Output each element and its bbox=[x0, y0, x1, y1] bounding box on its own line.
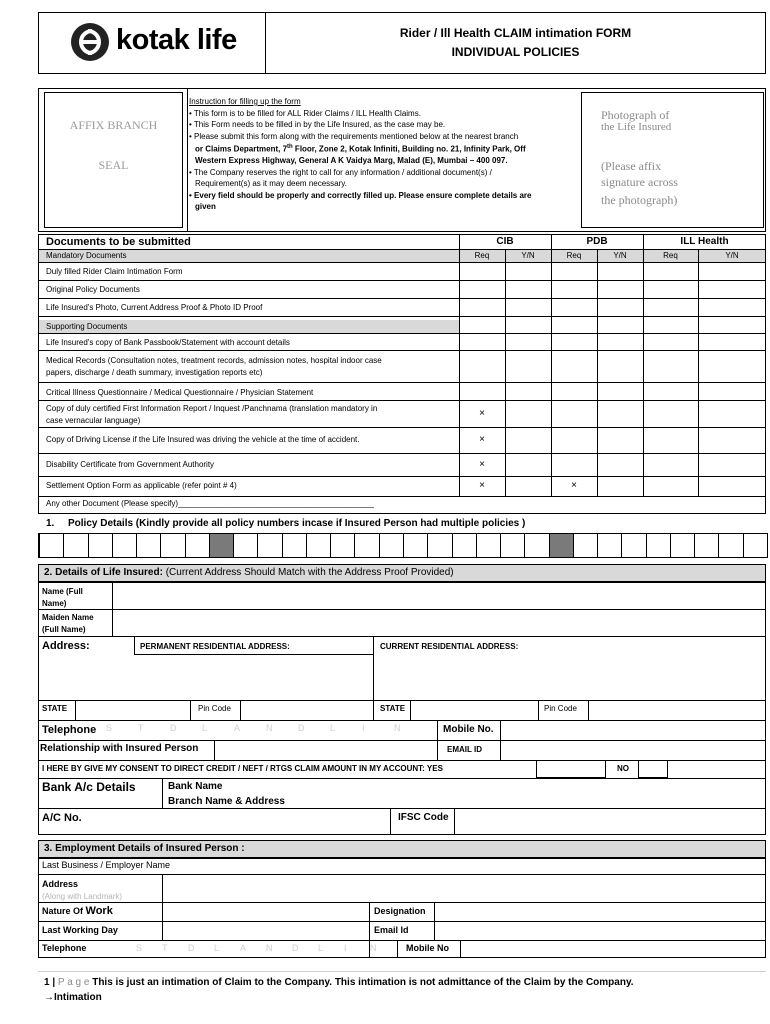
cell-line bbox=[538, 700, 539, 720]
form-title: Rider / Ill Health CLAIM intimation FORM bbox=[399, 26, 632, 40]
state-field-1[interactable] bbox=[76, 701, 190, 719]
employer-mobile-field[interactable] bbox=[461, 941, 765, 957]
telephone-hint-letter: S bbox=[136, 943, 143, 953]
employer-telephone-label: Telephone bbox=[42, 943, 87, 953]
doc-row-6: Critical Illness Questionnaire / Medical Questionnaire / Physician Statement bbox=[46, 388, 314, 397]
photo-line5: the photograph) bbox=[601, 193, 678, 207]
seal-line2: SEAL bbox=[98, 158, 129, 172]
employer-mobile-label: Mobile No bbox=[406, 943, 449, 953]
instruction-4b: Requirement(s) as it may deem necessary. bbox=[195, 179, 347, 189]
mark-settlement-cib: × bbox=[479, 480, 485, 491]
current-address-field[interactable] bbox=[374, 655, 765, 699]
row-line bbox=[38, 333, 766, 334]
doc-row-8: Copy of Driving License if the Life Insured was driving the vehicle at the time of accident. bbox=[46, 435, 360, 444]
branch-label: Branch Name & Address bbox=[168, 796, 285, 807]
footer-line: 1 | P a g e This is just an intimation of Claim to the Company. This intimation is not admittance of the Claim by the Company. bbox=[44, 977, 634, 988]
policy-digit-cell[interactable] bbox=[306, 533, 331, 558]
policy-digit-cell[interactable] bbox=[136, 533, 161, 558]
row-line bbox=[38, 280, 766, 281]
doc-row-7a: Copy of duly certified First Information Report / Inquest /Panchnama (translation mandatory in bbox=[46, 404, 378, 413]
telephone-label: Telephone bbox=[42, 724, 97, 736]
doc-row-1: Duly filled Rider Claim Intimation Form bbox=[46, 267, 183, 276]
section3-title: 3. Employment Details of Insured Person : bbox=[44, 843, 245, 854]
pin-field-2[interactable] bbox=[589, 701, 765, 719]
relationship-label: Relationship with Insured Person bbox=[40, 743, 199, 754]
consent-text: I HERE BY GIVE MY CONSENT TO DIRECT CREDIT / NEFT / RTGS CLAIM AMOUNT IN MY ACCOUNT: YES bbox=[42, 764, 443, 773]
telephone-hint-letter: D bbox=[170, 723, 177, 733]
telephone-hint-letter: L bbox=[214, 943, 220, 953]
policy-digit-cell[interactable] bbox=[257, 533, 282, 558]
col-line bbox=[597, 249, 598, 496]
policy-digit-cell[interactable] bbox=[549, 533, 574, 558]
form-subtitle: INDIVIDUAL POLICIES bbox=[451, 45, 580, 59]
cell-line bbox=[397, 940, 398, 958]
policy-digit-cell[interactable] bbox=[39, 533, 64, 558]
employer-address-label: Address bbox=[42, 879, 79, 889]
designation-field[interactable] bbox=[435, 903, 765, 920]
policy-digit-cell[interactable] bbox=[524, 533, 549, 558]
col-cib: CIB bbox=[496, 236, 514, 247]
row-line bbox=[38, 496, 766, 497]
doc-row-7b: case vernacular language) bbox=[46, 416, 141, 425]
consent-no-checkbox[interactable] bbox=[638, 760, 668, 778]
instruction-3b: or Claims Department, 7th Floor, Zone 2, Kotak Infiniti, Building no. 21, Infinity Park, Off bbox=[195, 144, 526, 154]
photo-line3: (Please affix bbox=[601, 159, 662, 173]
col-ill: ILL Health bbox=[680, 236, 729, 247]
telephone-hint-letter: T bbox=[162, 943, 168, 953]
bank-label: Bank A/c Details bbox=[42, 780, 136, 794]
state-field-2[interactable] bbox=[411, 701, 538, 719]
footer-arrow-line: →Intimation bbox=[44, 992, 102, 1003]
doc-row-2: Original Policy Documents bbox=[46, 285, 140, 294]
address-label: Address: bbox=[42, 640, 90, 652]
yn-cib: Y/N bbox=[521, 251, 535, 260]
req-ill: Req bbox=[663, 251, 678, 260]
policy-digit-cell[interactable] bbox=[379, 533, 404, 558]
policy-digit-cell[interactable] bbox=[354, 533, 379, 558]
permanent-label: PERMANENT RESIDENTIAL ADDRESS: bbox=[140, 642, 290, 651]
policy-digit-cell[interactable] bbox=[63, 533, 88, 558]
row-line bbox=[38, 636, 766, 637]
telephone-hint-letter: L bbox=[330, 723, 336, 733]
doc-row-10: Settlement Option Form as applicable (refer point # 4) bbox=[46, 481, 237, 490]
row-line bbox=[38, 453, 766, 454]
row-line bbox=[38, 427, 766, 428]
row-line bbox=[38, 249, 766, 250]
instructions-divider bbox=[187, 88, 188, 232]
policy-digit-cell[interactable] bbox=[403, 533, 428, 558]
policy-digit-cell[interactable] bbox=[233, 533, 258, 558]
mandatory-label: Mandatory Documents bbox=[46, 251, 127, 260]
row-line bbox=[38, 400, 766, 401]
row-line bbox=[38, 350, 766, 351]
section1-title: Policy Details (Kindly provide all policy numbers incase if Insured Person had multiple policies ) bbox=[68, 518, 526, 529]
last-working-field[interactable] bbox=[163, 922, 368, 939]
mobile-label: Mobile No. bbox=[443, 724, 494, 735]
page-number: 1 bbox=[44, 977, 50, 988]
email-field[interactable] bbox=[501, 741, 765, 759]
row-line bbox=[38, 476, 766, 477]
employer-address-field[interactable] bbox=[163, 875, 765, 901]
yn-pdb: Y/N bbox=[613, 251, 627, 260]
cell-line bbox=[162, 778, 163, 808]
row-line bbox=[38, 298, 766, 299]
nature-of-work-field[interactable] bbox=[163, 903, 368, 920]
employer-telephone-field[interactable] bbox=[130, 941, 397, 957]
mark-settlement-pdb: × bbox=[571, 480, 577, 491]
telephone-hint-letter: N bbox=[266, 943, 273, 953]
row-line bbox=[38, 262, 766, 263]
telephone-hint-letter: D bbox=[292, 943, 299, 953]
doc-row-11: Any other Document (Please specify)____________________________________________ bbox=[46, 499, 374, 508]
instruction-3c: Western Express Highway, General A K Vaidya Marg, Malad (E), Mumbai – 400 097. bbox=[195, 156, 508, 166]
consent-yes-checkbox[interactable] bbox=[536, 760, 606, 778]
nature-of-work-label: Nature Of Work bbox=[42, 905, 113, 917]
maiden-field[interactable] bbox=[113, 610, 765, 636]
footer-note: This is just an intimation of Claim to the Company. This intimation is not admittance of the Claim by the Company. bbox=[92, 977, 634, 988]
ifsc-label: IFSC Code bbox=[398, 812, 449, 823]
employer-address-hint: (Along with Landmark) bbox=[42, 892, 123, 901]
telephone-hint-letter: A bbox=[234, 723, 241, 733]
telephone-field[interactable] bbox=[100, 721, 437, 739]
last-business-field[interactable] bbox=[190, 859, 765, 874]
maiden-label: Maiden Name (Full Name) bbox=[42, 613, 94, 634]
bank-name-field[interactable] bbox=[300, 779, 765, 807]
doc-row-5a: Medical Records (Consultation notes, treatment records, admission notes, hospital indoor case bbox=[46, 356, 382, 365]
cell-line bbox=[390, 808, 391, 835]
policy-digit-cell[interactable] bbox=[452, 533, 477, 558]
instructions-heading: Instruction for filling up the form bbox=[189, 97, 301, 106]
policy-digit-cell[interactable] bbox=[88, 533, 113, 558]
row-line bbox=[38, 316, 766, 317]
state-label-1: STATE bbox=[42, 704, 68, 713]
designation-label: Designation bbox=[374, 906, 426, 916]
instruction-5: • Every field should be properly and correctly filled up. Please ensure complete details are bbox=[189, 190, 532, 200]
col-line bbox=[505, 249, 506, 496]
telephone-hint-letter: N bbox=[370, 943, 377, 953]
section2-title: 2. Details of Life Insured: (Current Address Should Match with the Address Proof Provided) bbox=[44, 567, 454, 578]
policy-digit-cell[interactable] bbox=[573, 533, 598, 558]
kotak-logo bbox=[70, 22, 260, 64]
documents-heading: Documents to be submitted bbox=[46, 236, 191, 248]
row-line bbox=[38, 382, 766, 383]
footer-rule bbox=[38, 971, 766, 972]
name-field[interactable] bbox=[113, 583, 765, 609]
doc-row-4: Life Insured's copy of Bank Passbook/Statement with account details bbox=[46, 338, 290, 347]
telephone-hint-letter: I bbox=[344, 943, 347, 953]
section1-number: 1. bbox=[46, 518, 55, 529]
last-working-label: Last Working Day bbox=[42, 925, 118, 935]
policy-digit-cell[interactable] bbox=[500, 533, 525, 558]
mobile-field[interactable] bbox=[501, 721, 765, 739]
col-pdb: PDB bbox=[586, 236, 608, 247]
instruction-2: • This Form needs to be filled in by the Life Insured, as the case may be. bbox=[189, 120, 446, 129]
policy-digit-cell[interactable] bbox=[597, 533, 622, 558]
instruction-3: • Please submit this form along with the requirements mentioned below at the nearest branch bbox=[189, 131, 519, 141]
telephone-hint-letter: A bbox=[240, 943, 247, 953]
current-label: CURRENT RESIDENTIAL ADDRESS: bbox=[380, 642, 519, 651]
policy-digit-cell[interactable] bbox=[743, 533, 768, 558]
yn-ill: Y/N bbox=[725, 251, 739, 260]
instruction-5b: given bbox=[195, 202, 216, 212]
instruction-1: • This form is to be filled for ALL Rider Claims / ILL Health Claims. bbox=[189, 108, 421, 118]
col-line bbox=[459, 234, 460, 496]
telephone-hint-letter: T bbox=[138, 723, 144, 733]
policy-digit-cell[interactable] bbox=[670, 533, 695, 558]
telephone-hint-letter: N bbox=[266, 723, 273, 733]
instruction-4: • The Company reserves the right to call for any information / additional document(s) / bbox=[189, 167, 492, 177]
pin-field-1[interactable] bbox=[241, 701, 372, 719]
policy-digit-cell[interactable] bbox=[330, 533, 355, 558]
telephone-hint-letter: S bbox=[106, 723, 113, 733]
policy-digit-cell[interactable] bbox=[160, 533, 185, 558]
col-line bbox=[698, 249, 699, 496]
state-label-2: STATE bbox=[380, 704, 406, 713]
telephone-hint-letter: I bbox=[362, 723, 365, 733]
header-divider bbox=[265, 12, 266, 74]
seal-line1: AFFIX BRANCH bbox=[69, 118, 158, 132]
photo-line2: the Life Insured bbox=[601, 121, 672, 133]
photo-line4: signature across bbox=[601, 175, 678, 189]
col-line bbox=[643, 234, 644, 496]
col-line bbox=[551, 234, 552, 496]
policy-digit-cell[interactable] bbox=[209, 533, 234, 558]
policy-digit-cell[interactable] bbox=[694, 533, 719, 558]
relationship-field[interactable] bbox=[215, 741, 436, 759]
mark-dl: × bbox=[479, 434, 485, 445]
policy-digit-cell[interactable] bbox=[621, 533, 646, 558]
employer-email-field[interactable] bbox=[435, 922, 765, 939]
telephone-hint-letter: D bbox=[188, 943, 195, 953]
policy-digit-cell[interactable] bbox=[718, 533, 743, 558]
name-label: Name (Full Name) bbox=[42, 587, 83, 608]
mark-disability: × bbox=[479, 459, 485, 470]
req-pdb: Req bbox=[566, 251, 582, 260]
employer-email-label: Email Id bbox=[374, 925, 409, 935]
email-label: EMAIL ID bbox=[447, 745, 482, 754]
doc-row-9: Disability Certificate from Government Authority bbox=[46, 460, 215, 469]
cell-line bbox=[134, 636, 135, 654]
policy-digit-cell[interactable] bbox=[646, 533, 671, 558]
cell-line bbox=[190, 700, 191, 720]
logo-text: kotak life bbox=[116, 24, 237, 56]
policy-digit-cell[interactable] bbox=[282, 533, 307, 558]
doc-row-3: Life Insured's Photo, Current Address Proof & Photo ID Proof bbox=[46, 303, 263, 312]
ac-label: A/C No. bbox=[42, 812, 82, 824]
ifsc-field[interactable] bbox=[455, 809, 765, 834]
policy-digit-cell[interactable] bbox=[476, 533, 501, 558]
bank-name-label: Bank Name bbox=[168, 781, 223, 792]
doc-row-5b: papers, discharge / death summary, investigation reports etc) bbox=[46, 368, 263, 377]
ac-field[interactable] bbox=[100, 809, 390, 834]
telephone-hint-letter: N bbox=[394, 723, 401, 733]
consent-no-label: NO bbox=[617, 764, 629, 773]
page-word: P a g e bbox=[57, 977, 90, 988]
policy-digit-cell[interactable] bbox=[427, 533, 452, 558]
permanent-address-field[interactable] bbox=[39, 655, 372, 699]
req-cib: Req bbox=[474, 251, 490, 260]
pin-label-2: Pin Code bbox=[544, 704, 577, 713]
pin-label-1: Pin Code bbox=[198, 704, 231, 713]
telephone-hint-letter: L bbox=[318, 943, 324, 953]
kotak-logo-icon bbox=[70, 22, 110, 62]
photo-line1: Photograph of bbox=[601, 108, 670, 122]
mark-fir: × bbox=[479, 408, 485, 419]
instructions-block bbox=[189, 96, 579, 213]
supporting-label: Supporting Documents bbox=[46, 322, 128, 331]
telephone-hint-letter: L bbox=[202, 723, 208, 733]
policy-digit-cell[interactable] bbox=[112, 533, 137, 558]
policy-number-grid[interactable] bbox=[38, 533, 766, 558]
telephone-hint-letter: D bbox=[298, 723, 305, 733]
policy-digit-cell[interactable] bbox=[185, 533, 210, 558]
last-business-label: Last Business / Employer Name bbox=[42, 860, 171, 870]
